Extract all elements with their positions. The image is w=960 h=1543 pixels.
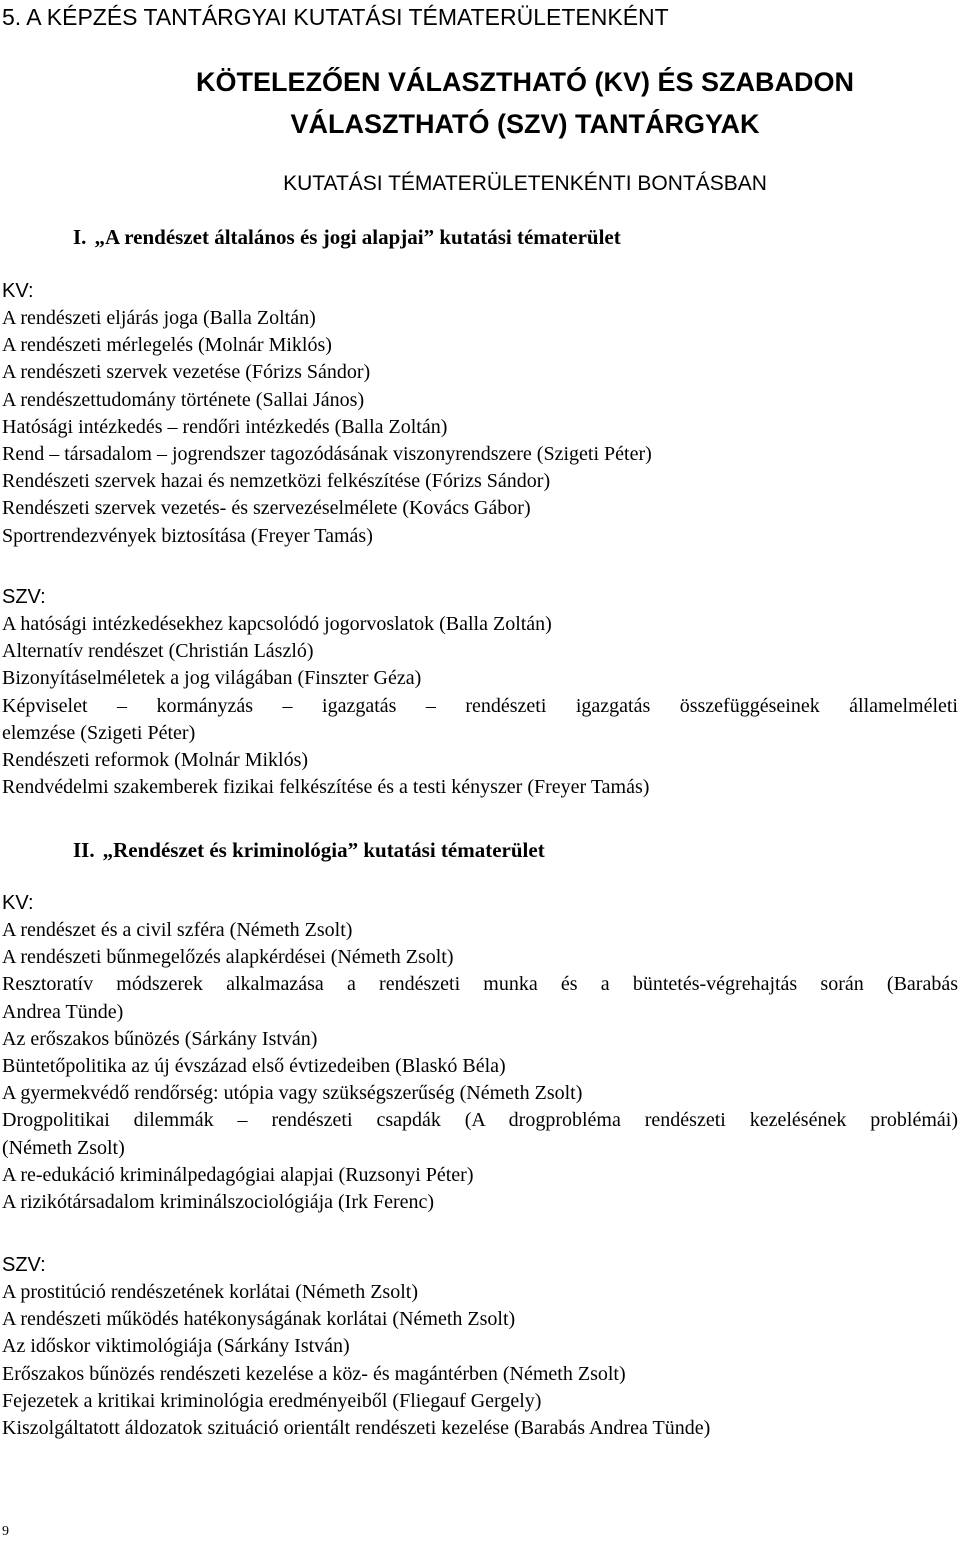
list-item: Drogpolitikai dilemmák – rendészeti csapdák (A drogprobléma rendészeti kezelésének problémái) bbox=[2, 1109, 958, 1132]
section-1-title-text: „A rendészet általános és jogi alapjai” kutatási tématerület bbox=[94, 225, 621, 249]
szv-label: SZV: bbox=[2, 1254, 46, 1276]
list-item: Rendészeti szervek hazai és nemzetközi felkészítése (Fórizs Sándor) bbox=[2, 470, 551, 493]
list-item: Képviselet – kormányzás – igazgatás – rendészeti igazgatás összefüggéseinek államelméleti bbox=[2, 694, 958, 717]
list-item: (Németh Zsolt) bbox=[2, 1136, 125, 1159]
section-2-title-text: „Rendészet és kriminológia” kutatási tématerület bbox=[102, 838, 545, 862]
list-item: Fejezetek a kritikai kriminológia eredményeiből (Fliegauf Gergely) bbox=[2, 1389, 542, 1412]
subtitle: KUTATÁSI TÉMATERÜLETENKÉNTI BONTÁSBAN bbox=[283, 172, 767, 195]
list-item: A gyermekvédő rendőrség: utópia vagy szükségszerűség (Németh Zsolt) bbox=[2, 1082, 583, 1105]
list-item: Rendvédelmi szakemberek fizikai felkészítése és a testi kényszer (Freyer Tamás) bbox=[2, 776, 650, 799]
list-item: A rendészeti szervek vezetése (Fórizs Sándor) bbox=[2, 361, 371, 384]
section-2-szv-list bbox=[2, 1252, 958, 1442]
list-item: Sportrendezvények biztosítása (Freyer Tamás) bbox=[2, 524, 373, 547]
list-item: A prostitúció rendészetének korlátai (Németh Zsolt) bbox=[2, 1281, 418, 1303]
main-title-line-2: VÁLASZTHATÓ (SZV) TANTÁRGYAK bbox=[290, 109, 760, 139]
list-item: Büntetőpolitika az új évszázad első évtizedeiben (Blaskó Béla) bbox=[2, 1054, 506, 1077]
list-item: A rizikótársadalom kriminálszociológiája (Irk Ferenc) bbox=[2, 1190, 435, 1213]
list-item: A rendészeti bűnmegelőzés alapkérdései (Németh Zsolt) bbox=[2, 946, 454, 969]
section-1-roman: I. bbox=[73, 225, 87, 249]
list-item: A rendészeti működés hatékonyságának korlátai (Németh Zsolt) bbox=[2, 1308, 516, 1331]
list-item: Resztoratív módszerek alkalmazása a rendészeti munka és a büntetés-végrehajtás során (Barabás bbox=[2, 973, 958, 996]
list-item: Az időskor viktimológiája (Sárkány István) bbox=[2, 1335, 350, 1358]
chapter-heading: 5. A KÉPZÉS TANTÁRGYAI KUTATÁSI TÉMATERÜLETENKÉNT bbox=[2, 4, 669, 30]
list-item: Az erőszakos bűnözés (Sárkány István) bbox=[2, 1027, 318, 1050]
list-item: Kiszolgáltatott áldozatok szituáció orientált rendészeti kezelése (Barabás Andrea Tünde) bbox=[2, 1416, 711, 1439]
list-item: A rendészettudomány története (Sallai János) bbox=[2, 388, 365, 411]
list-item: A re-edukáció kriminálpedagógiai alapjai (Ruzsonyi Péter) bbox=[2, 1163, 474, 1186]
section-2-title bbox=[73, 837, 545, 863]
list-item: A rendészet és a civil szféra (Németh Zsolt) bbox=[2, 919, 353, 941]
list-item: Erőszakos bűnözés rendészeti kezelése a köz- és magántérben (Németh Zsolt) bbox=[2, 1362, 626, 1385]
section-2-kv-list bbox=[2, 890, 958, 1216]
list-item: A rendészeti eljárás joga (Balla Zoltán) bbox=[2, 307, 316, 329]
section-2-roman: II. bbox=[73, 838, 95, 862]
kv-label: KV: bbox=[2, 280, 34, 302]
list-item: elemzése (Szigeti Péter) bbox=[2, 721, 196, 744]
section-1-title bbox=[73, 224, 621, 250]
kv-label: KV: bbox=[2, 892, 34, 914]
section-1-kv-list bbox=[2, 278, 958, 550]
list-item: Alternatív rendészet (Christián László) bbox=[2, 640, 314, 663]
szv-label: SZV: bbox=[2, 586, 46, 608]
list-item: Rend – társadalom – jogrendszer tagozódásának viszonyrendszere (Szigeti Péter) bbox=[2, 442, 652, 465]
list-item: Rendészeti reformok (Molnár Miklós) bbox=[2, 748, 309, 771]
list-item: A rendészeti mérlegelés (Molnár Miklós) bbox=[2, 334, 332, 357]
list-item: A hatósági intézkedésekhez kapcsolódó jogorvoslatok (Balla Zoltán) bbox=[2, 613, 552, 635]
list-item: Hatósági intézkedés – rendőri intézkedés (Balla Zoltán) bbox=[2, 415, 448, 438]
list-item: Bizonyításelméletek a jog világában (Finszter Géza) bbox=[2, 667, 422, 690]
main-title-line-1: KÖTELEZŐEN VÁLASZTHATÓ (KV) ÉS SZABADON bbox=[196, 67, 854, 97]
list-item: Andrea Tünde) bbox=[2, 1000, 124, 1023]
page-number: 9 bbox=[2, 1524, 9, 1539]
list-item: Rendészeti szervek vezetés- és szervezéselmélete (Kovács Gábor) bbox=[2, 497, 531, 520]
section-1-szv-list bbox=[2, 584, 958, 801]
